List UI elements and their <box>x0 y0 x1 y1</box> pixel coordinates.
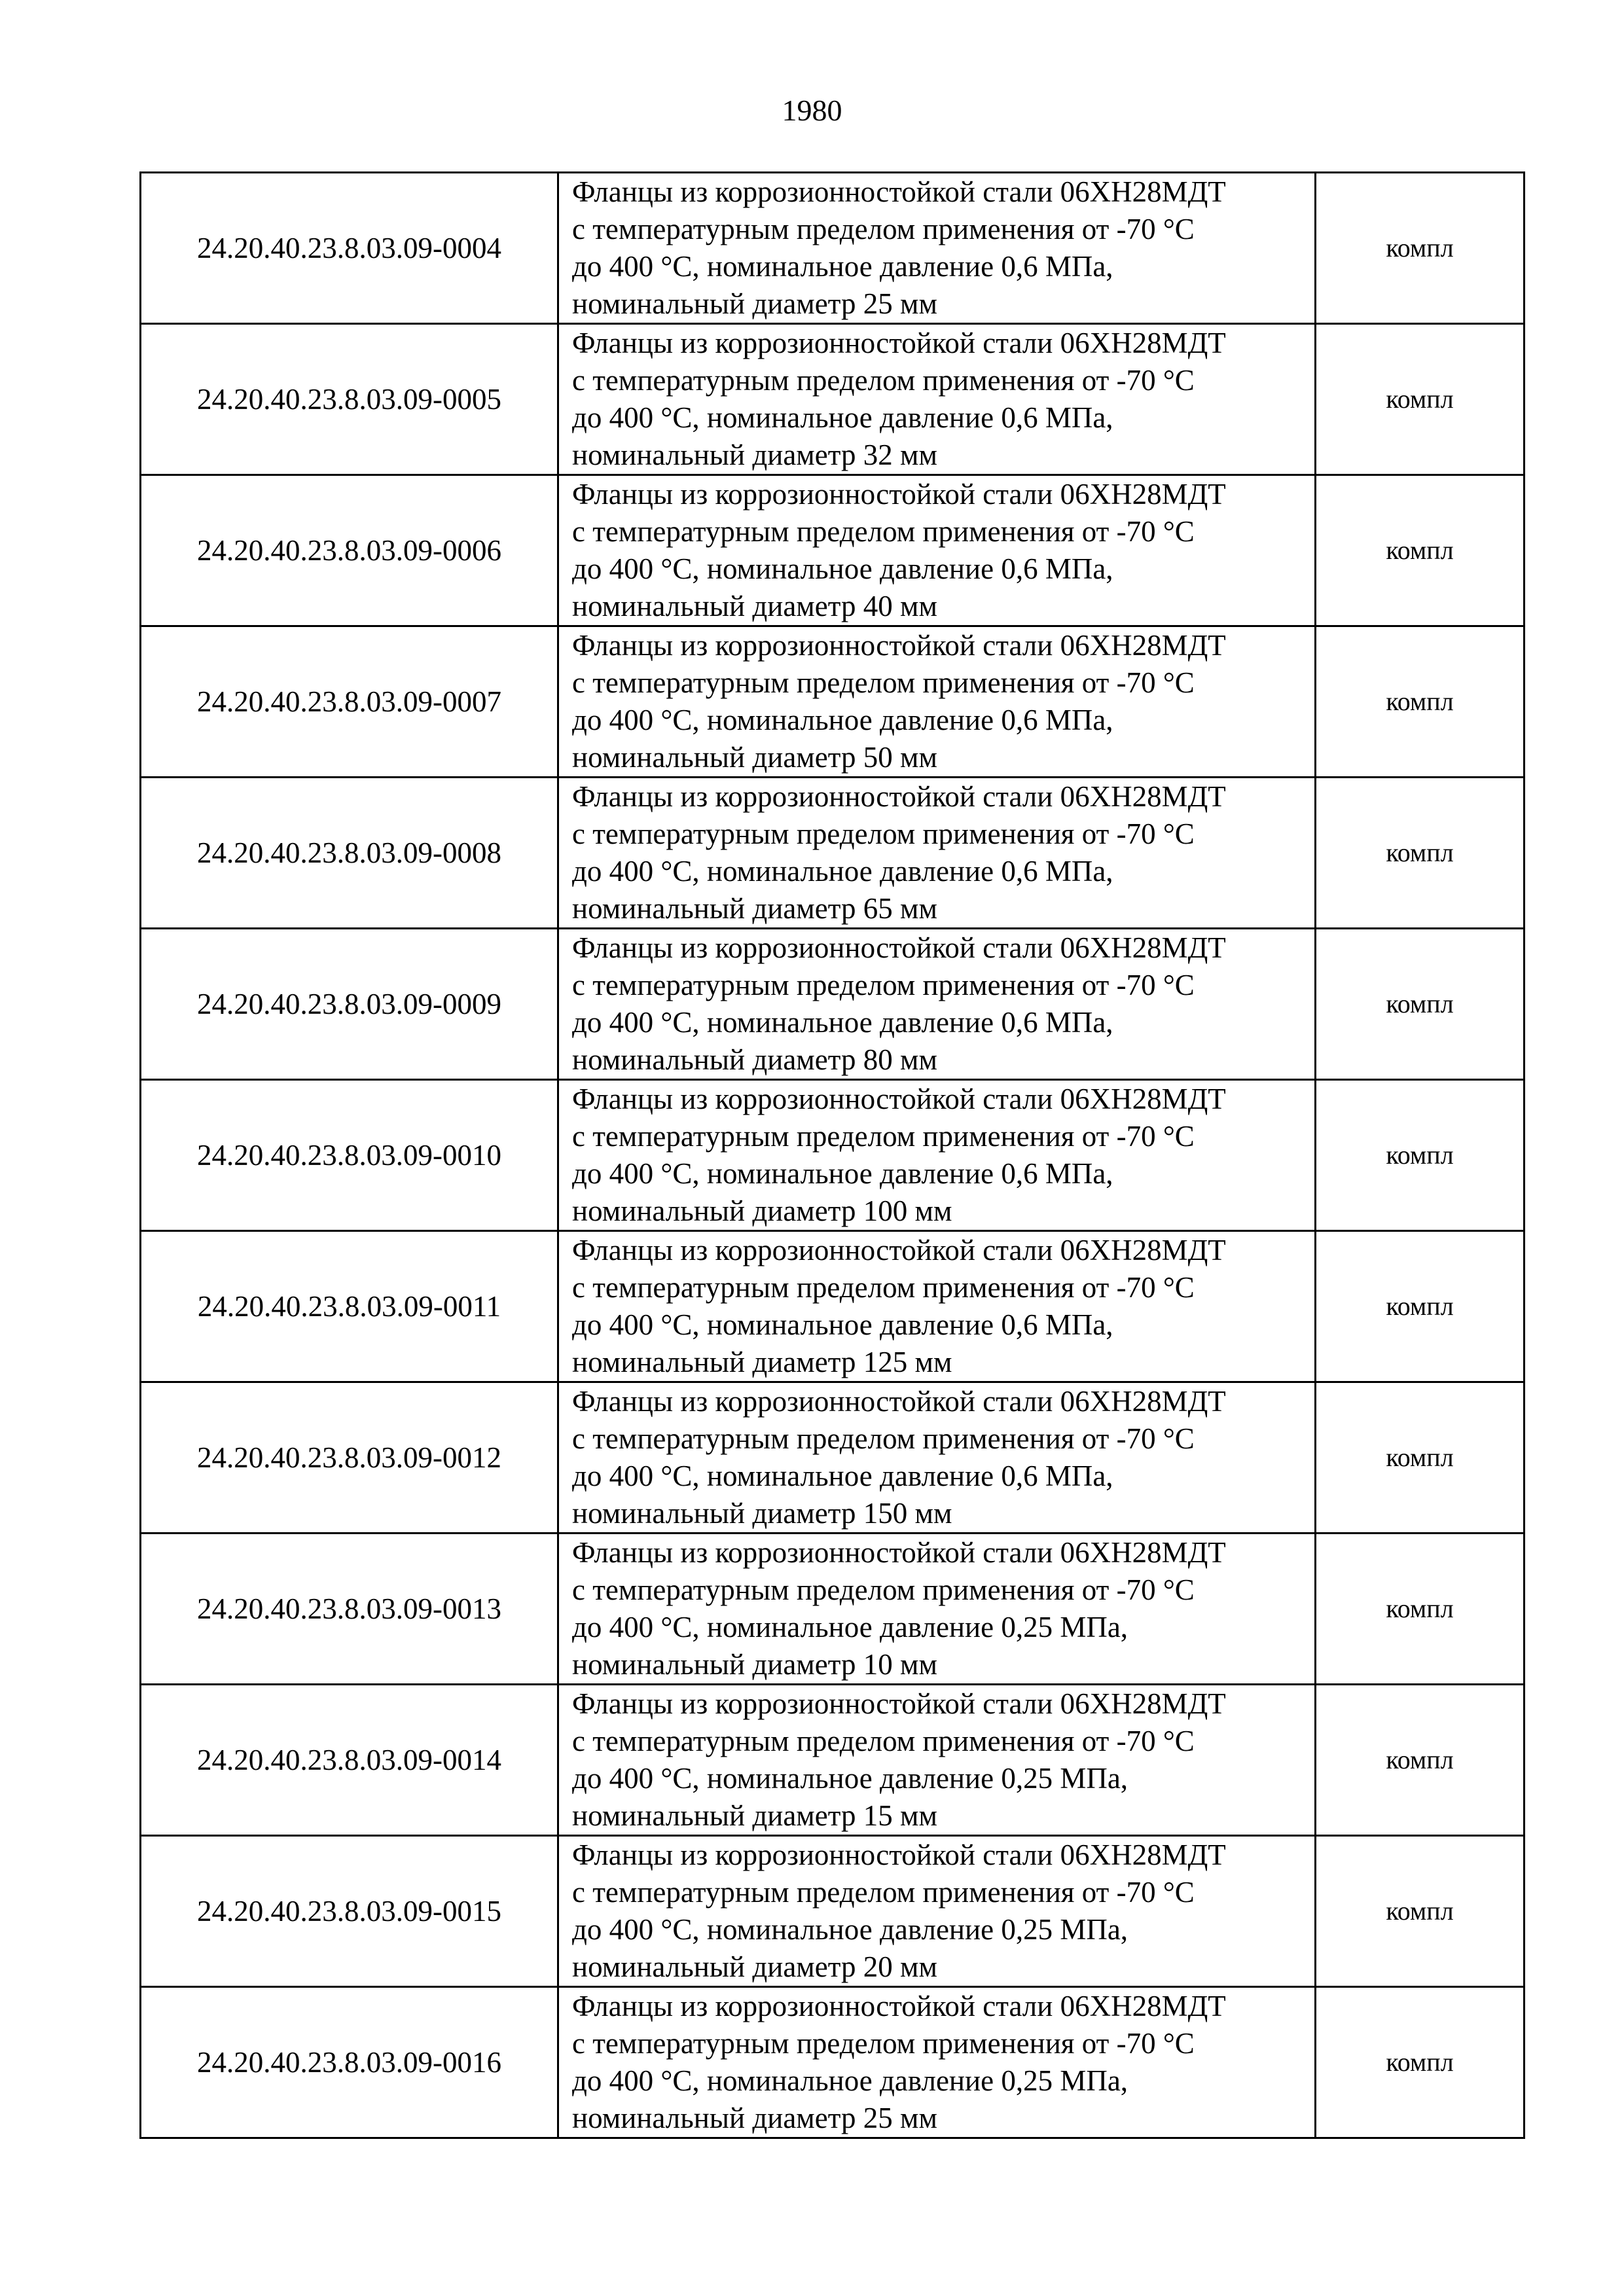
resource-code: 24.20.40.23.8.03.09-0010 <box>141 1080 558 1231</box>
table-row <box>141 1987 1525 2138</box>
description-line: Фланцы из коррозионностойкой стали 06ХН28МДТ <box>572 175 1226 208</box>
description-line: до 400 °С, номинальное давление 0,6 МПа, <box>572 1460 1113 1492</box>
catalog-table <box>139 171 1525 2139</box>
resource-description <box>558 1534 1316 1685</box>
unit-of-measure: компл <box>1316 929 1525 1080</box>
description-line: до 400 °С, номинальное давление 0,6 МПа, <box>572 704 1113 736</box>
description-line: номинальный диаметр 10 мм <box>572 1648 937 1681</box>
description-line: номинальный диаметр 150 мм <box>572 1497 952 1530</box>
description-line: Фланцы из коррозионностойкой стали 06ХН28МДТ <box>572 478 1226 511</box>
table-row <box>141 324 1525 475</box>
description-line: с температурным пределом применения от -70 °С <box>572 666 1195 699</box>
unit-of-measure: компл <box>1316 1382 1525 1534</box>
description-line: с температурным пределом применения от -70 °С <box>572 2027 1195 2060</box>
description-line: Фланцы из коррозионностойкой стали 06ХН28МДТ <box>572 1083 1226 1115</box>
table-row <box>141 929 1525 1080</box>
table-row <box>141 778 1525 929</box>
catalog-table-body <box>141 173 1525 2138</box>
description-line: номинальный диаметр 25 мм <box>572 287 937 320</box>
table-row <box>141 1534 1525 1685</box>
resource-code: 24.20.40.23.8.03.09-0016 <box>141 1987 558 2138</box>
description-line: до 400 °С, номинальное давление 0,25 МПа, <box>572 2064 1128 2097</box>
resource-code: 24.20.40.23.8.03.09-0008 <box>141 778 558 929</box>
description-line: до 400 °С, номинальное давление 0,6 МПа, <box>572 401 1113 434</box>
page-number: 1980 <box>782 94 842 127</box>
resource-description <box>558 1685 1316 1836</box>
description-line: номинальный диаметр 100 мм <box>572 1194 952 1227</box>
resource-description <box>558 1231 1316 1382</box>
description-line: с температурным пределом применения от -70 °С <box>572 1876 1195 1909</box>
unit-of-measure: компл <box>1316 324 1525 475</box>
description-line: до 400 °С, номинальное давление 0,6 МПа, <box>572 1006 1113 1039</box>
description-line: с температурным пределом применения от -70 °С <box>572 1271 1195 1304</box>
description-line: с температурным пределом применения от -70 °С <box>572 515 1195 548</box>
unit-of-measure: компл <box>1316 1534 1525 1685</box>
unit-of-measure: компл <box>1316 173 1525 324</box>
description-line: с температурным пределом применения от -70 °С <box>572 364 1195 397</box>
table-row <box>141 1836 1525 1987</box>
description-line: до 400 °С, номинальное давление 0,6 МПа, <box>572 1308 1113 1341</box>
description-line: с температурным пределом применения от -70 °С <box>572 1422 1195 1455</box>
table-row <box>141 1231 1525 1382</box>
description-line: Фланцы из коррозионностойкой стали 06ХН28МДТ <box>572 1990 1226 2022</box>
unit-of-measure: компл <box>1316 1080 1525 1231</box>
table-row <box>141 626 1525 778</box>
resource-description <box>558 475 1316 626</box>
description-line: Фланцы из коррозионностойкой стали 06ХН28МДТ <box>572 629 1226 662</box>
resource-code: 24.20.40.23.8.03.09-0011 <box>141 1231 558 1382</box>
description-line: до 400 °С, номинальное давление 0,6 МПа, <box>572 552 1113 585</box>
table-row <box>141 1382 1525 1534</box>
description-line: с температурным пределом применения от -70 °С <box>572 213 1195 245</box>
description-line: до 400 °С, номинальное давление 0,25 МПа, <box>572 1611 1128 1643</box>
description-line: номинальный диаметр 20 мм <box>572 1950 937 1983</box>
unit-of-measure: компл <box>1316 475 1525 626</box>
description-line: с температурным пределом применения от -70 °С <box>572 817 1195 850</box>
table-row <box>141 1685 1525 1836</box>
description-line: Фланцы из коррозионностойкой стали 06ХН28МДТ <box>572 1687 1226 1720</box>
resource-description <box>558 1382 1316 1534</box>
description-line: до 400 °С, номинальное давление 0,6 МПа, <box>572 250 1113 283</box>
resource-code: 24.20.40.23.8.03.09-0009 <box>141 929 558 1080</box>
description-line: Фланцы из коррозионностойкой стали 06ХН28МДТ <box>572 931 1226 964</box>
table-row <box>141 173 1525 324</box>
resource-description <box>558 173 1316 324</box>
resource-code: 24.20.40.23.8.03.09-0015 <box>141 1836 558 1987</box>
description-line: номинальный диаметр 25 мм <box>572 2102 937 2134</box>
description-line: Фланцы из коррозионностойкой стали 06ХН28МДТ <box>572 1234 1226 1266</box>
unit-of-measure: компл <box>1316 1987 1525 2138</box>
description-line: с температурным пределом применения от -70 °С <box>572 1725 1195 1757</box>
description-line: Фланцы из коррозионностойкой стали 06ХН28МДТ <box>572 1385 1226 1418</box>
resource-code: 24.20.40.23.8.03.09-0014 <box>141 1685 558 1836</box>
resource-code: 24.20.40.23.8.03.09-0005 <box>141 324 558 475</box>
unit-of-measure: компл <box>1316 626 1525 778</box>
description-line: номинальный диаметр 80 мм <box>572 1043 937 1076</box>
description-line: номинальный диаметр 65 мм <box>572 892 937 925</box>
resource-description <box>558 626 1316 778</box>
resource-code: 24.20.40.23.8.03.09-0006 <box>141 475 558 626</box>
description-line: до 400 °С, номинальное давление 0,25 МПа, <box>572 1762 1128 1795</box>
description-line: номинальный диаметр 15 мм <box>572 1799 937 1832</box>
resource-description <box>558 324 1316 475</box>
description-line: номинальный диаметр 40 мм <box>572 590 937 622</box>
resource-description <box>558 778 1316 929</box>
resource-description <box>558 1836 1316 1987</box>
description-line: Фланцы из коррозионностойкой стали 06ХН28МДТ <box>572 780 1226 813</box>
description-line: номинальный диаметр 50 мм <box>572 741 937 774</box>
unit-of-measure: компл <box>1316 1685 1525 1836</box>
unit-of-measure: компл <box>1316 1836 1525 1987</box>
description-line: Фланцы из коррозионностойкой стали 06ХН28МДТ <box>572 1536 1226 1569</box>
description-line: номинальный диаметр 32 мм <box>572 439 937 471</box>
resource-description <box>558 1987 1316 2138</box>
unit-of-measure: компл <box>1316 1231 1525 1382</box>
description-line: с температурным пределом применения от -70 °С <box>572 1573 1195 1606</box>
description-line: с температурным пределом применения от -70 °С <box>572 969 1195 1001</box>
resource-description <box>558 1080 1316 1231</box>
description-line: до 400 °С, номинальное давление 0,6 МПа, <box>572 1157 1113 1190</box>
table-row <box>141 1080 1525 1231</box>
description-line: до 400 °С, номинальное давление 0,6 МПа, <box>572 855 1113 888</box>
description-line: с температурным пределом применения от -70 °С <box>572 1120 1195 1153</box>
description-line: Фланцы из коррозионностойкой стали 06ХН28МДТ <box>572 327 1226 359</box>
resource-code: 24.20.40.23.8.03.09-0013 <box>141 1534 558 1685</box>
resource-code: 24.20.40.23.8.03.09-0004 <box>141 173 558 324</box>
resource-code: 24.20.40.23.8.03.09-0007 <box>141 626 558 778</box>
unit-of-measure: компл <box>1316 778 1525 929</box>
table-row <box>141 475 1525 626</box>
description-line: номинальный диаметр 125 мм <box>572 1346 952 1378</box>
resource-description <box>558 929 1316 1080</box>
description-line: до 400 °С, номинальное давление 0,25 МПа, <box>572 1913 1128 1946</box>
resource-code: 24.20.40.23.8.03.09-0012 <box>141 1382 558 1534</box>
description-line: Фланцы из коррозионностойкой стали 06ХН28МДТ <box>572 1839 1226 1871</box>
